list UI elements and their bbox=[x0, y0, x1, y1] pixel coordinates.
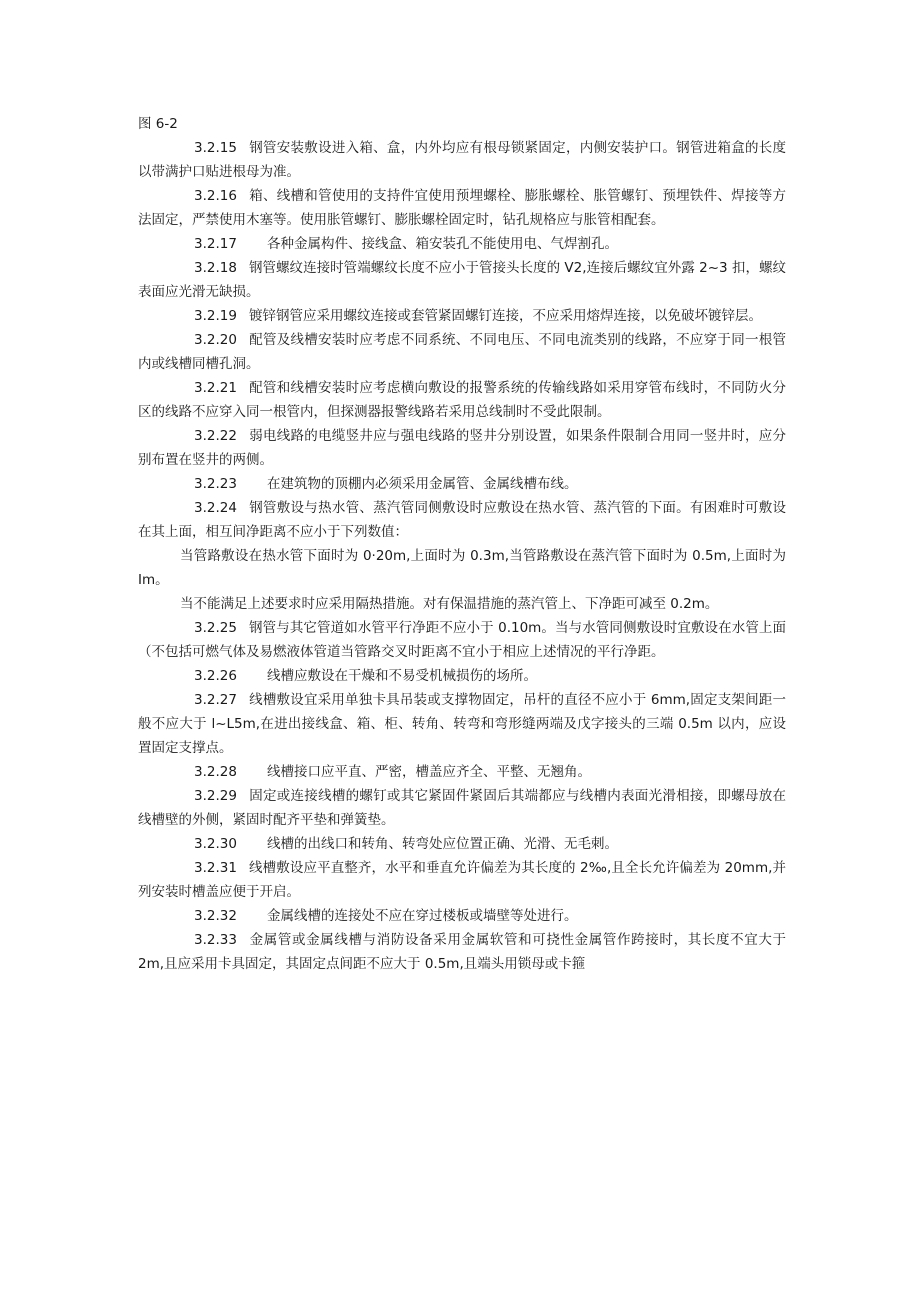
clause-text: 配管及线槽安装时应考虑不同系统、不同电压、不同电流类别的线路，不应穿于同一根管内或线槽同槽孔洞。 bbox=[138, 332, 786, 372]
clause-text: 当不能满足上述要求时应采用隔热措施。对有保温措施的蒸汽管上、下净距可减至 0.2m。 bbox=[180, 596, 719, 612]
clause-3-2-24-detail-2 bbox=[138, 592, 786, 616]
clause-number: 3.2.21 bbox=[194, 380, 237, 396]
clause-text: 各种金属构件、接线盒、箱安装孔不能使用电、气焊割孔。 bbox=[266, 236, 618, 252]
clause-text: 钢管螺纹连接时管端螺纹长度不应小于管接头长度的 V2,连接后螺纹宜外露 2~3 扣，螺纹表面应光滑无缺损。 bbox=[138, 260, 786, 300]
clause-number: 3.2.15 bbox=[194, 140, 237, 156]
clause-text: 钢管安装敷设进入箱、盒，内外均应有根母锁紧固定，内侧安装护口。钢管进箱盒的长度以带满护口贴进根母为准。 bbox=[138, 140, 786, 180]
clause-text: 线槽敷设应平直整齐，水平和垂直允许偏差为其长度的 2‰,且全长允许偏差为 20mm,并列安装时槽盖应便于开启。 bbox=[138, 860, 786, 900]
clause-3-2-21 bbox=[138, 376, 786, 424]
clause-text: 线槽应敷设在干燥和不易受机械损伤的场所。 bbox=[266, 668, 537, 684]
clause-number: 3.2.23 bbox=[194, 476, 237, 492]
document-body bbox=[138, 112, 786, 976]
clause-3-2-15 bbox=[138, 136, 786, 184]
figure-caption: 图 6-2 bbox=[138, 116, 178, 132]
clause-text: 弱电线路的电缆竖井应与强电线路的竖井分别设置，如果条件限制合用同一竖井时，应分别布置在竖井的两侧。 bbox=[138, 428, 786, 468]
clause-number: 3.2.16 bbox=[194, 188, 237, 204]
clause-number: 3.2.20 bbox=[194, 332, 237, 348]
clause-number: 3.2.24 bbox=[194, 500, 237, 516]
clause-3-2-27 bbox=[138, 688, 786, 760]
clause-text: 线槽敷设宜采用单独卡具吊装或支撑物固定，吊杆的直径不应小于 6mm,固定支架间距一般不应大于 l~L5m,在进出接线盒、箱、柜、转角、转弯和弯形缝两端及戊字接头的三端 0.5m 以内，应设置固定支撑点。 bbox=[138, 692, 786, 756]
clause-number: 3.2.26 bbox=[194, 668, 237, 684]
clause-number: 3.2.31 bbox=[194, 860, 237, 876]
clause-3-2-26 bbox=[138, 664, 786, 688]
clause-number: 3.2.29 bbox=[194, 788, 237, 804]
clause-text: 线槽的出线口和转角、转弯处应位置正确、光滑、无毛刺。 bbox=[266, 836, 618, 852]
clause-3-2-20 bbox=[138, 328, 786, 376]
clause-text: 配管和线槽安装时应考虑横向敷设的报警系统的传输线路如采用穿管布线时，不同防火分区的线路不应穿入同一根管内，但探测器报警线路若采用总线制时不受此限制。 bbox=[138, 380, 786, 420]
clause-text: 镀锌钢管应采用螺纹连接或套管紧固螺钉连接，不应采用熔焊连接，以免破坏镀锌层。 bbox=[248, 308, 762, 324]
clause-3-2-30 bbox=[138, 832, 786, 856]
clause-3-2-24 bbox=[138, 496, 786, 544]
clause-text: 当管路敷设在热水管下面时为 0·20m,上面时为 0.3m,当管路敷设在蒸汽管下面时为 0.5m,上面时为 Im。 bbox=[138, 548, 786, 588]
clause-3-2-25 bbox=[138, 616, 786, 664]
clause-text: 固定或连接线槽的螺钉或其它紧固件紧固后其端都应与线槽内表面光滑相接，即螺母放在线槽壁的外侧，紧固时配齐平垫和弹簧垫。 bbox=[138, 788, 786, 828]
clause-3-2-17 bbox=[138, 232, 786, 256]
clause-3-2-28 bbox=[138, 760, 786, 784]
clause-number: 3.2.27 bbox=[194, 692, 237, 708]
clause-3-2-18 bbox=[138, 256, 786, 304]
clause-3-2-19 bbox=[138, 304, 786, 328]
clause-text: 钢管敷设与热水管、蒸汽管同侧敷设时应敷设在热水管、蒸汽管的下面。有困难时可敷设在其上面，相互间净距离不应小于下列数值： bbox=[138, 500, 786, 540]
clause-3-2-31 bbox=[138, 856, 786, 904]
clause-number: 3.2.19 bbox=[194, 308, 237, 324]
clause-3-2-29 bbox=[138, 784, 786, 832]
clause-text: 金属管或金属线槽与消防设备采用金属软管和可挠性金属管作跨接时，其长度不宜大于 2m,且应采用卡具固定，其固定点间距不应大于 0.5m,且端头用锁母或卡箍 bbox=[138, 932, 786, 972]
clause-text: 金属线槽的连接处不应在穿过楼板或墙壁等处进行。 bbox=[266, 908, 578, 924]
clause-number: 3.2.18 bbox=[194, 260, 237, 276]
clause-number: 3.2.33 bbox=[194, 932, 237, 948]
clause-3-2-22 bbox=[138, 424, 786, 472]
clause-text: 线槽接口应平直、严密，槽盖应齐全、平整、无翘角。 bbox=[266, 764, 591, 780]
clause-3-2-24-detail-1 bbox=[138, 544, 786, 592]
clause-text: 钢管与其它管道如水管平行净距不应小于 0.10m。当与水管同侧敷设时宜敷设在水管上面（不包括可燃气体及易燃液体管道当管路交叉时距离不宜小于相应上述情况的平行净距。 bbox=[138, 620, 786, 660]
clause-number: 3.2.30 bbox=[194, 836, 237, 852]
clause-number: 3.2.25 bbox=[194, 620, 237, 636]
clause-3-2-16 bbox=[138, 184, 786, 232]
clause-number: 3.2.22 bbox=[194, 428, 237, 444]
clause-3-2-23 bbox=[138, 472, 786, 496]
clause-number: 3.2.32 bbox=[194, 908, 237, 924]
clause-3-2-33 bbox=[138, 928, 786, 976]
clause-number: 3.2.17 bbox=[194, 236, 237, 252]
clause-text: 在建筑物的顶棚内必须采用金属管、金属线槽布线。 bbox=[266, 476, 578, 492]
clause-text: 箱、线槽和管使用的支持件宜使用预埋螺栓、膨胀螺栓、胀管螺钉、预埋铁件、焊接等方法固定，严禁使用木塞等。使用胀管螺钉、膨胀螺栓固定时，钻孔规格应与胀管相配套。 bbox=[138, 188, 786, 228]
clause-number: 3.2.28 bbox=[194, 764, 237, 780]
clause-3-2-32 bbox=[138, 904, 786, 928]
